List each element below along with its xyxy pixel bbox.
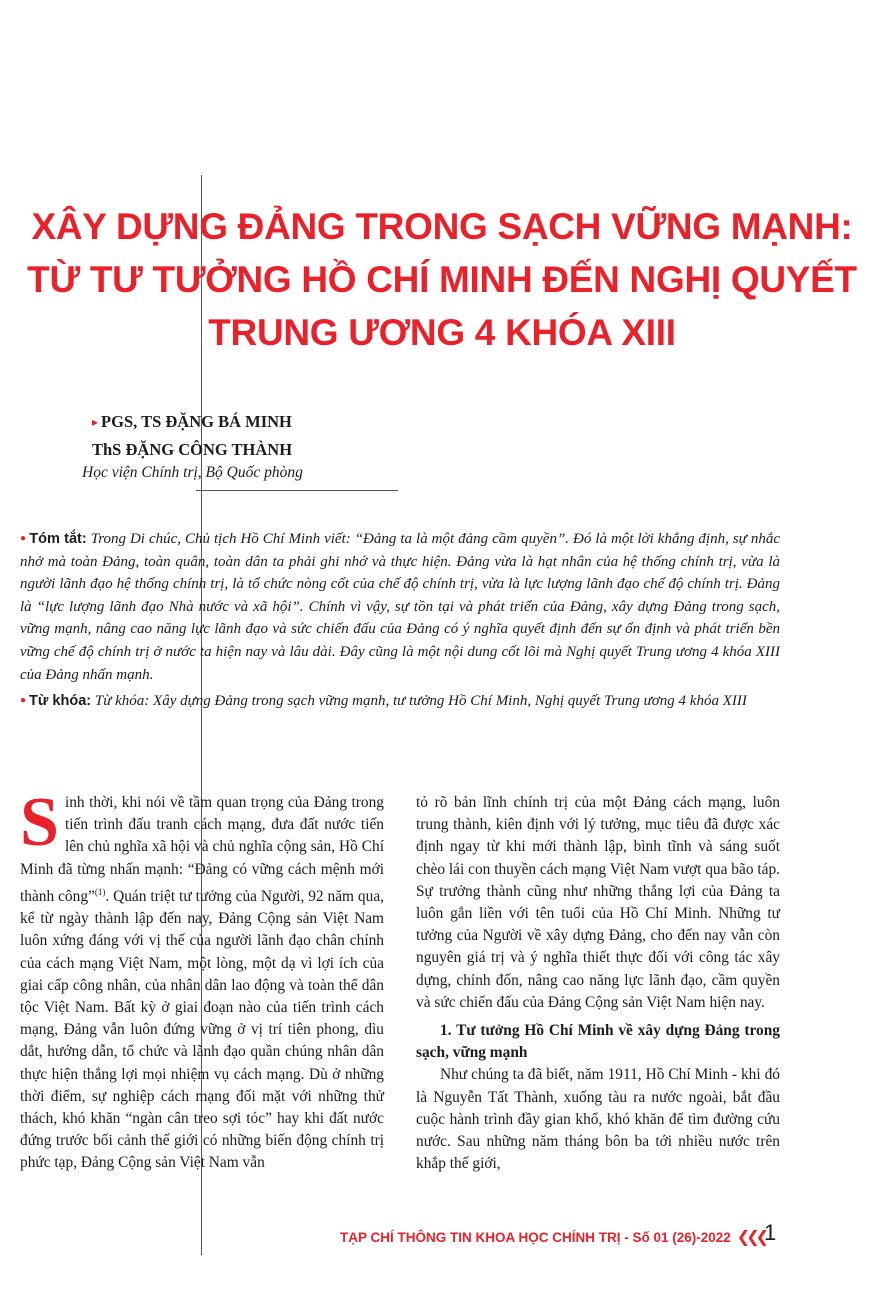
affiliation-divider: [196, 490, 398, 491]
body-paragraph-right-2: Như chúng ta đã biết, năm 1911, Hồ Chí Minh - khi đó là Nguyễn Tất Thành, xuống tàu ra nước ngoài, bắt đầu cuộc hành trình đầy gian khổ, khó khăn để tìm đường cứu nước. Sau những năm tháng bôn ba tới nhiều nước trên khắp thế giới,: [416, 1066, 780, 1173]
section-heading: 1. Tư tưởng Hồ Chí Minh về xây dựng Đảng trong sạch, vững mạnh: [416, 1022, 780, 1062]
author-1: PGS, TS ĐẶNG BÁ MINH: [101, 412, 292, 431]
body-paragraph-right-1: tỏ rõ bản lĩnh chính trị của một Đảng cách mạng, luôn trung thành, kiên định với lý tưởng, mục tiêu đã được xác định ngay từ khi mới thành lập, bình tĩnh và sáng suốt chèo lái con thuyền cách mạng Việt Nam vượt qua bão táp. Sự trưởng thành cũng như những thắng lợi của Đảng ta luôn gắn liền với tên tuổi của Hồ Chí Minh. Những tư tưởng của Người về xây dựng Đảng, cho đến nay vẫn còn nguyên giá trị và ý nghĩa thiết thực đối với công tác xây dựng, chỉnh đốn, nâng cao năng lực lãnh đạo, cầm quyền và sức chiến đấu của Đảng Cộng sản Việt Nam hiện nay.: [416, 794, 781, 1011]
article-title: [20, 200, 864, 359]
title-line-3: TRUNG ƯƠNG 4 KHÓA XIII: [208, 312, 676, 353]
title-line-2: TỪ TƯ TƯỞNG HỒ CHÍ MINH ĐẾN NGHỊ QUYẾT: [27, 259, 857, 300]
drop-cap: S: [20, 784, 59, 861]
abstract-bullet-icon: ●: [20, 533, 27, 544]
body-column-left: [20, 784, 384, 1175]
keywords-text: Từ khóa: Xây dựng Đảng trong sạch vững mạnh, tư tưởng Hồ Chí Minh, Nghị quyết Trung ương 4 khóa XIII: [94, 693, 747, 710]
keywords-bullet-icon: ●: [20, 695, 27, 707]
author-2: ThS ĐẶNG CÔNG THÀNH: [92, 440, 293, 459]
body-column-right: [416, 792, 780, 1175]
abstract-paragraph: [20, 528, 780, 686]
keywords-label: Từ khóa:: [29, 693, 92, 710]
body-text: inh thời, khi nói về tầm quan trọng của Đảng trong tiến trình đấu tranh cách mạng, đưa đất nước tiến lên chủ nghĩa xã hội và chủ nghĩa cộng sản, Hồ Chí Minh đã từng nhấn mạnh: “Đảng có vững cách mệnh mới thành công”: [20, 794, 384, 905]
chevrons-icon: ❮❮❮: [736, 1229, 766, 1246]
journal-footer: [340, 1223, 780, 1253]
abstract-block: [20, 528, 780, 713]
journal-name: TẠP CHÍ THÔNG TIN KHOA HỌC CHÍNH TRỊ - Số 01 (26)-2022: [340, 1230, 731, 1245]
body-paragraph: [20, 784, 384, 1175]
body-text-cont: . Quán triệt tư tưởng của Người, 92 năm qua, kể từ ngày thành lập đến nay, Đảng Cộng sản Việt Nam luôn xứng đáng với vị thế của người lãnh đạo chân chính của cách mạng Việt Nam, một lòng, một dạ vì lợi ích của giai cấp công nhân, của nhân dân lao động và toàn thể dân tộc Việt Nam. Bất kỳ ở giai đoạn nào của tiến trình cách mạng, Đảng vẫn luôn đứng vững ở vị trí tiên phong, dìu dắt, hướng dẫn, tổ chức và lãnh đạo quần chúng nhân dân thực hiện thắng lợi mọi nhiệm vụ cách mạng. Dù ở những thời điểm, sự nghiệp cách mạng đối mặt với những thử thách, khó khăn “ngàn cân treo sợi tóc” hay khi đất nước đứng trước bối cảnh thế giới có những biến động chính trị phức tạp, Đảng Cộng sản Việt Nam vẫn: [20, 887, 384, 1172]
page-number: 1: [764, 1220, 777, 1245]
abstract-text: Trong Di chúc, Chủ tịch Hồ Chí Minh viết: “Đảng ta là một đảng cầm quyền”. Đó là một lời khẳng định, sự nhắc nhở mà toàn Đảng, toàn quân, toàn dân ta phải ghi nhớ và thực hiện. Đảng vừa là hạt nhân của hệ thống chính trị, vừa là người lãnh đạo hệ thống chính trị, là tổ chức nòng cốt của chế độ chính trị, vừa là lực lượng lãnh đạo chế độ chính trị. Đảng là “lực lượng lãnh đạo Nhà nước và xã hội”. Chính vì vậy, sự tồn tại và phát triển của Đảng, xây dựng Đảng trong sạch, vững mạnh, nâng cao năng lực lãnh đạo và sức chiến đấu của Đảng có ý nghĩa quyết định đến sự ổn định và phát triển bền vững chế độ chính trị ở nước ta hiện nay và lâu dài. Đây cũng là một nội dung cốt lõi mà Nghị quyết Trung ương 4 khóa XIII của Đảng nhấn mạnh.: [20, 531, 780, 683]
author-bullet-icon: ▸: [92, 415, 99, 429]
author-block: [92, 408, 292, 463]
title-line-1: XÂY DỰNG ĐẢNG TRONG SẠCH VỮNG MẠNH:: [31, 206, 853, 247]
abstract-label: Tóm tắt:: [29, 531, 87, 547]
keywords-paragraph: [20, 690, 780, 713]
affiliation: Học viện Chính trị, Bộ Quốc phòng: [82, 464, 303, 481]
footnote-ref[interactable]: (1): [94, 886, 106, 897]
